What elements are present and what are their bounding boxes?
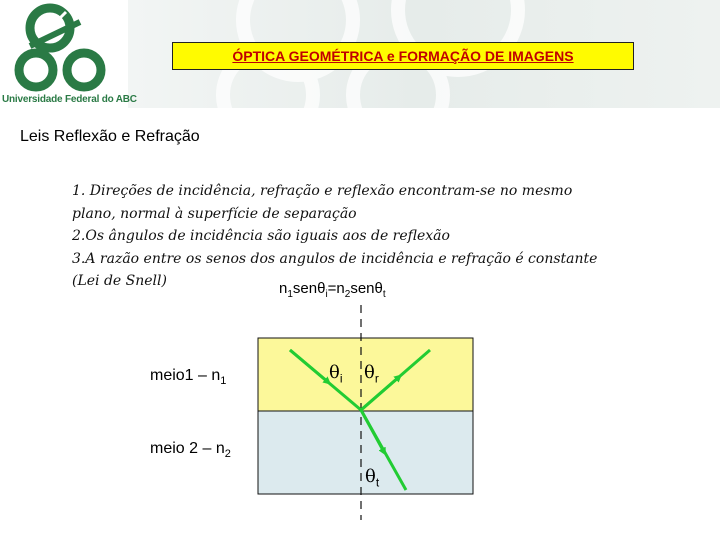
snell-theta-i-sub: i (325, 289, 328, 300)
medium2-sub: 2 (224, 448, 231, 461)
snell-theta-i: θ (317, 280, 326, 297)
angle-reflection-label (364, 362, 379, 386)
snell-theta-t-sub: t (382, 289, 386, 300)
medium1-label (150, 367, 226, 387)
angle-transmission-sub: t (375, 475, 380, 490)
medium2-label (150, 440, 231, 460)
angle-incidence-sub: i (339, 371, 343, 386)
angle-reflection-sub: r (374, 371, 379, 386)
snell-sen1: sen (292, 280, 318, 297)
snell-theta-t: θ (374, 280, 383, 297)
medium1-sub: 1 (220, 375, 227, 388)
angle-incidence-symbol: θ (329, 362, 340, 383)
law-line: 1. Direções de incidência, refração e reflexão encontram-se no mesmo (72, 183, 573, 199)
logo-caption: Universidade Federal do ABC (2, 94, 137, 105)
snell-n1-sub: 1 (287, 289, 293, 300)
law-line: plano, normal à superfície de separação (72, 205, 357, 222)
medium1-text: meio1 – n (150, 367, 221, 384)
angle-transmission-label (365, 466, 379, 490)
law-line: 2.Os ângulos de incidência são iguais aos de reflexão (72, 228, 450, 244)
angle-incidence-label (329, 362, 343, 386)
snell-n2-sub: 2 (344, 289, 351, 300)
snell-sen2: sen (350, 280, 375, 297)
snell-equals-n2: =n (327, 280, 345, 297)
section-subtitle: Leis Reflexão e Refração (20, 128, 200, 145)
snell-n1: n (279, 280, 288, 297)
angle-transmission-symbol: θ (365, 466, 376, 487)
page-title: ÓPTICA GEOMÉTRICA e FORMAÇÃO DE IMAGENS (232, 48, 574, 64)
medium2-text: meio 2 – n (150, 440, 225, 457)
law-line: 3.A razão entre os senos dos angulos de incidência e refração é constante (72, 250, 598, 267)
law-line: (Lei de Snell) (72, 273, 167, 289)
angle-reflection-symbol: θ (364, 362, 375, 383)
